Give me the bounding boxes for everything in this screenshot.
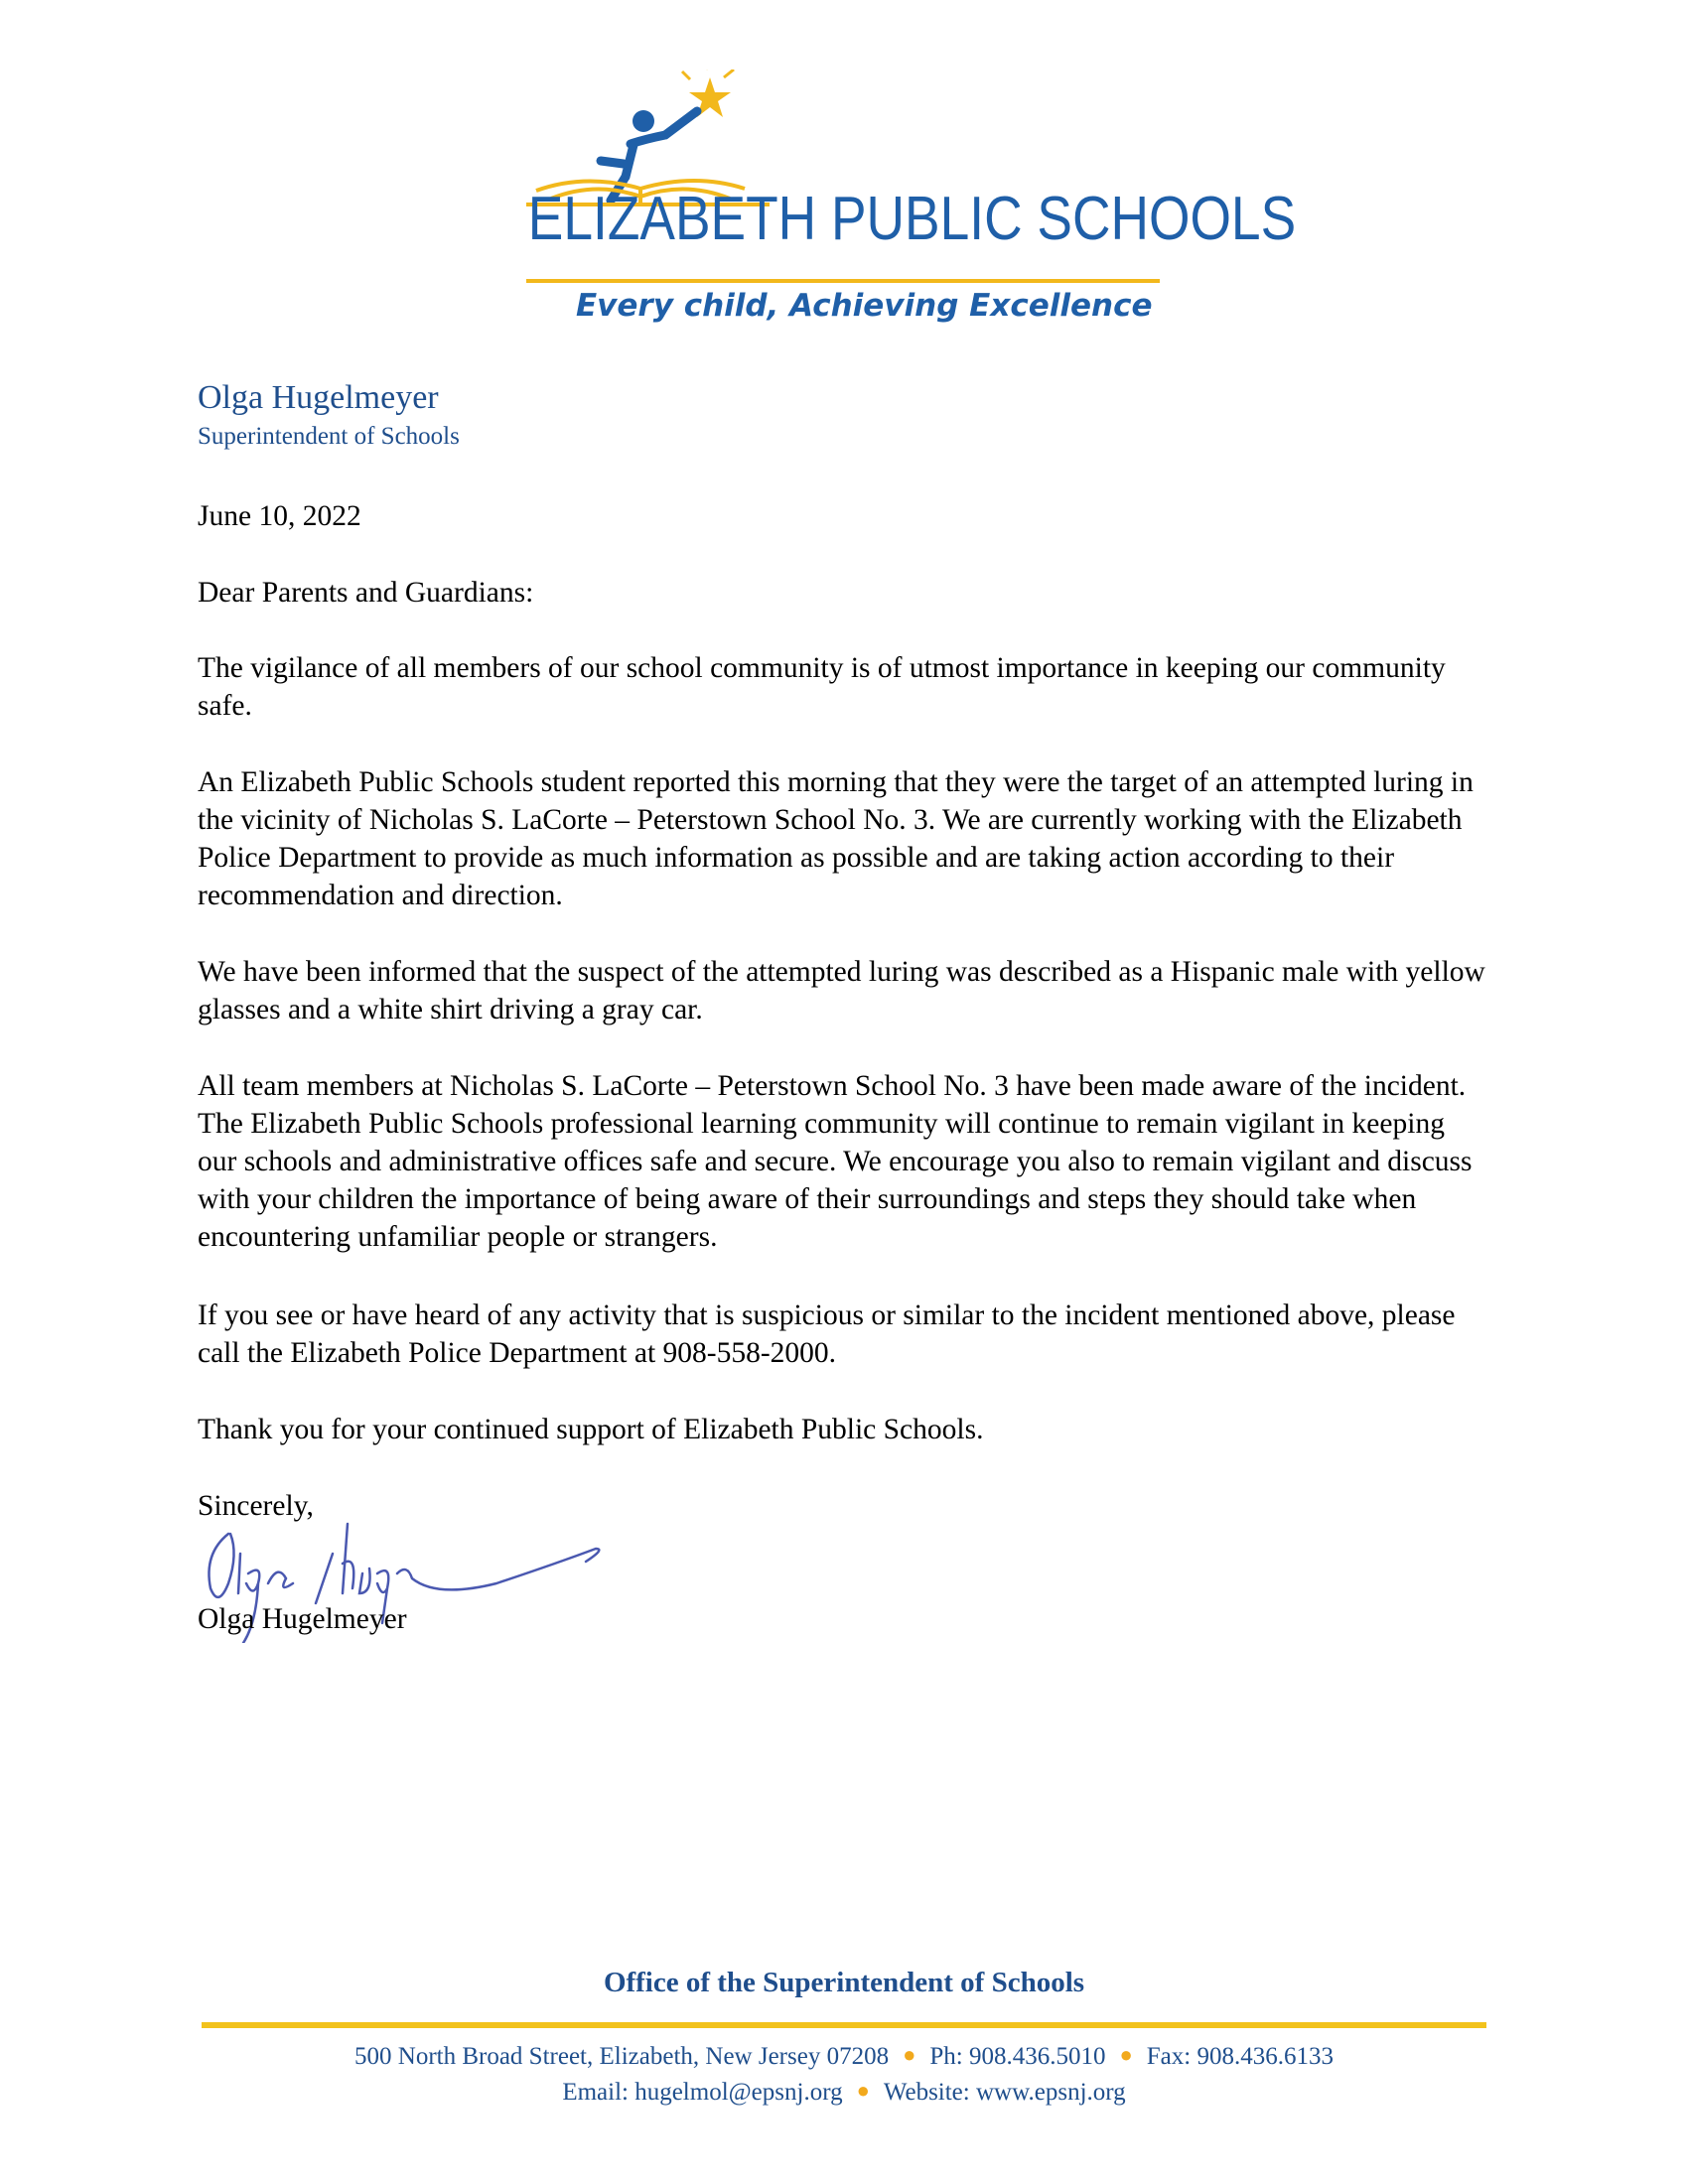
footer-website[interactable]: Website: www.epsnj.org bbox=[883, 2079, 1126, 2106]
logo-wordmark: ELIZABETH PUBLIC SCHOOLS bbox=[527, 185, 1297, 253]
star-icon bbox=[682, 69, 734, 117]
closing: Sincerely, bbox=[198, 1490, 314, 1522]
district-logo bbox=[467, 69, 1297, 347]
sender-name: Olga Hugelmeyer bbox=[198, 379, 439, 416]
paragraph-6: Thank you for your continued support of Elizabeth Public Schools. bbox=[198, 1414, 984, 1445]
footer-phone: Ph: 908.436.5010 bbox=[929, 2043, 1106, 2070]
footer-web-line bbox=[0, 2079, 1688, 2107]
letter-date: June 10, 2022 bbox=[198, 500, 361, 532]
bullet-icon: ● bbox=[903, 2042, 916, 2067]
paragraph-4: All team members at Nicholas S. LaCorte – Peterstown School No. 3 have been made aware of the incident. The Elizabeth Public Schools professional learning community will continue to remain vigilant in keeping our schools and administrative offices safe and secure. We encourage you also to remain vigilant and discuss with your children the importance of being aware of their surroundings and steps they should take when encountering unfamiliar people or strangers. bbox=[198, 1070, 1473, 1253]
paragraph-5: If you see or have heard of any activity that is suspicious or similar to the incident mentioned above, please call the Elizabeth Police Department at 908-558-2000. bbox=[198, 1299, 1456, 1369]
footer-office-title: Office of the Superintendent of Schools bbox=[603, 1967, 1085, 1998]
logo-tagline: Every child, Achieving Excellence bbox=[576, 288, 1153, 324]
footer-contact-line bbox=[0, 2043, 1688, 2071]
salutation: Dear Parents and Guardians: bbox=[198, 577, 534, 609]
paragraph-3: We have been informed that the suspect of the attempted luring was described as a Hispanic male with yellow glasses and a white shirt driving a gray car. bbox=[198, 956, 1485, 1025]
footer-divider bbox=[202, 2022, 1486, 2028]
sender-title: Superintendent of Schools bbox=[198, 423, 460, 450]
footer-fax: Fax: 908.436.6133 bbox=[1146, 2043, 1334, 2070]
footer-address: 500 North Broad Street, Elizabeth, New Jersey 07208 bbox=[354, 2043, 890, 2070]
bullet-icon: ● bbox=[1119, 2042, 1133, 2067]
paragraph-2: An Elizabeth Public Schools student reported this morning that they were the target of an attempted luring in the vicinity of Nicholas S. LaCorte – Peterstown School No. 3. We are currently working with the Elizabeth Police Department to provide as much information as possible and are taking action according to their recommendation and direction. bbox=[198, 766, 1474, 911]
signer-name: Olga Hugelmeyer bbox=[198, 1603, 407, 1635]
footer-email[interactable]: Email: hugelmol@epsnj.org bbox=[562, 2079, 843, 2106]
bullet-icon: ● bbox=[856, 2078, 870, 2103]
paragraph-1: The vigilance of all members of our school community is of utmost importance in keeping our community safe. bbox=[198, 652, 1446, 722]
